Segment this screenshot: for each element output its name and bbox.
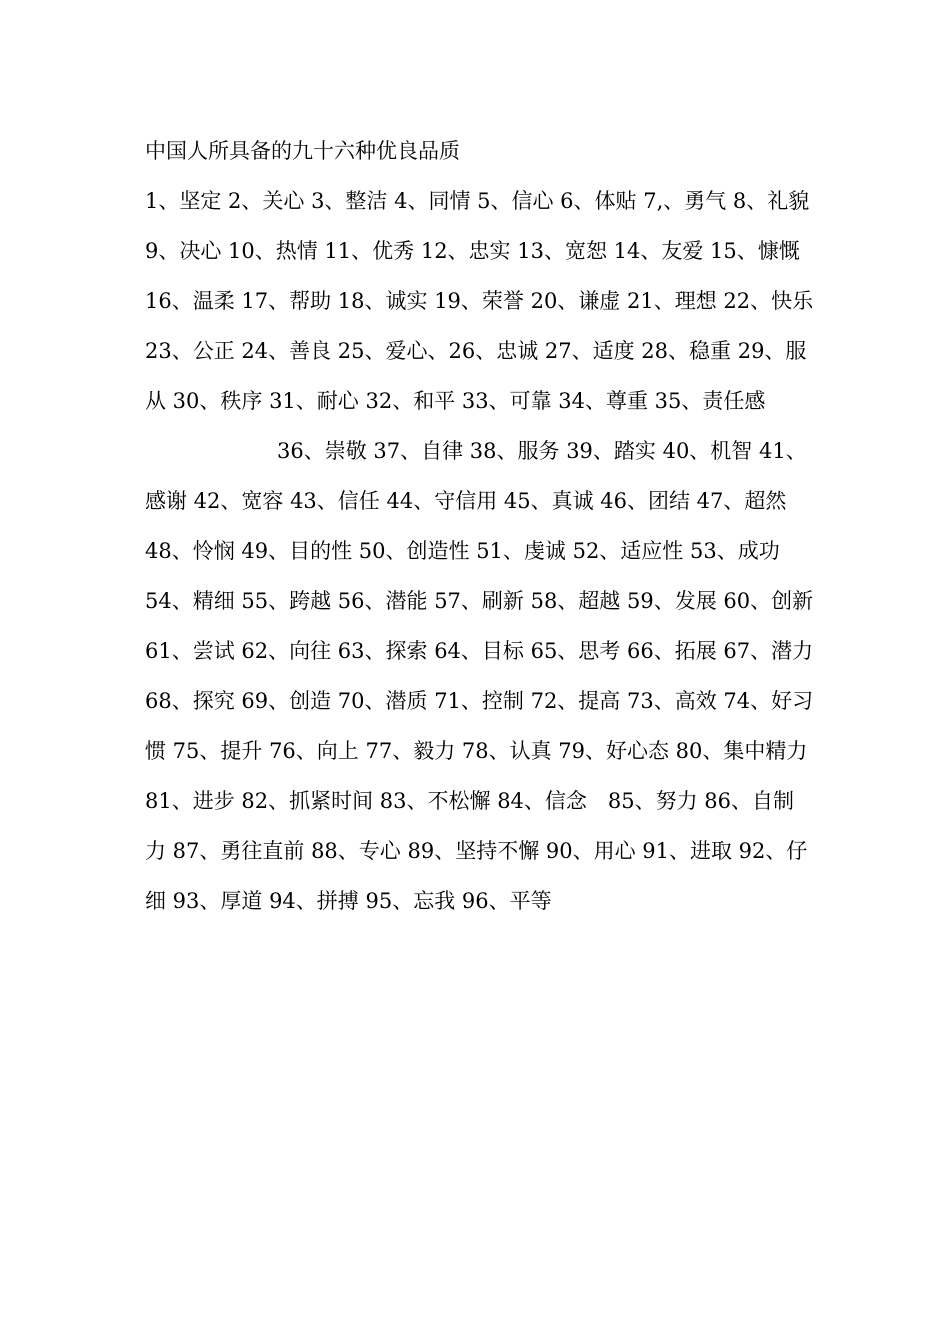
text-line: 1、坚定 2、关心 3、整洁 4、同情 5、信心 6、体贴 7,、勇气 8、礼貌	[145, 189, 810, 213]
text-line: 23、公正 24、善良 25、爱心、26、忠诚 27、适度 28、稳重 29、服	[145, 339, 807, 363]
text-line: 16、温柔 17、帮助 18、诚实 19、荣誉 20、谦虚 21、理想 22、快乐	[145, 289, 814, 313]
text-line: 从 30、秩序 31、耐心 32、和平 33、可靠 34、尊重 35、责任感	[145, 389, 766, 413]
text-line: 61、尝试 62、向往 63、探索 64、目标 65、思考 66、拓展 67、潜力	[145, 639, 814, 663]
text-line: 48、怜悯 49、目的性 50、创造性 51、虔诚 52、适应性 53、成功	[145, 539, 780, 563]
text-line: 力 87、勇往直前 88、专心 89、坚持不懈 90、用心 91、进取 92、仔	[145, 839, 808, 863]
text-line: 细 93、厚道 94、拼搏 95、忘我 96、平等	[145, 889, 552, 913]
text-line: 36、崇敬 37、自律 38、服务 39、踏实 40、机智 41、	[277, 439, 807, 463]
text-line: 感谢 42、宽容 43、信任 44、守信用 45、真诚 46、团结 47、超然	[145, 489, 787, 513]
text-line: 68、探究 69、创造 70、潜质 71、控制 72、提高 73、高效 74、好习	[145, 689, 814, 713]
text-line: 惯 75、提升 76、向上 77、毅力 78、认真 79、好心态 80、集中精力	[145, 739, 808, 763]
text-line: 54、精细 55、跨越 56、潜能 57、刷新 58、超越 59、发展 60、创新	[145, 589, 814, 613]
text-line: 81、进步 82、抓紧时间 83、不松懈 84、信念 85、努力 86、自制	[145, 789, 795, 813]
document-title: 中国人所具备的九十六种优良品质	[145, 139, 460, 163]
text-line: 9、决心 10、热情 11、优秀 12、忠实 13、宽恕 14、友爱 15、慷慨	[145, 239, 800, 263]
